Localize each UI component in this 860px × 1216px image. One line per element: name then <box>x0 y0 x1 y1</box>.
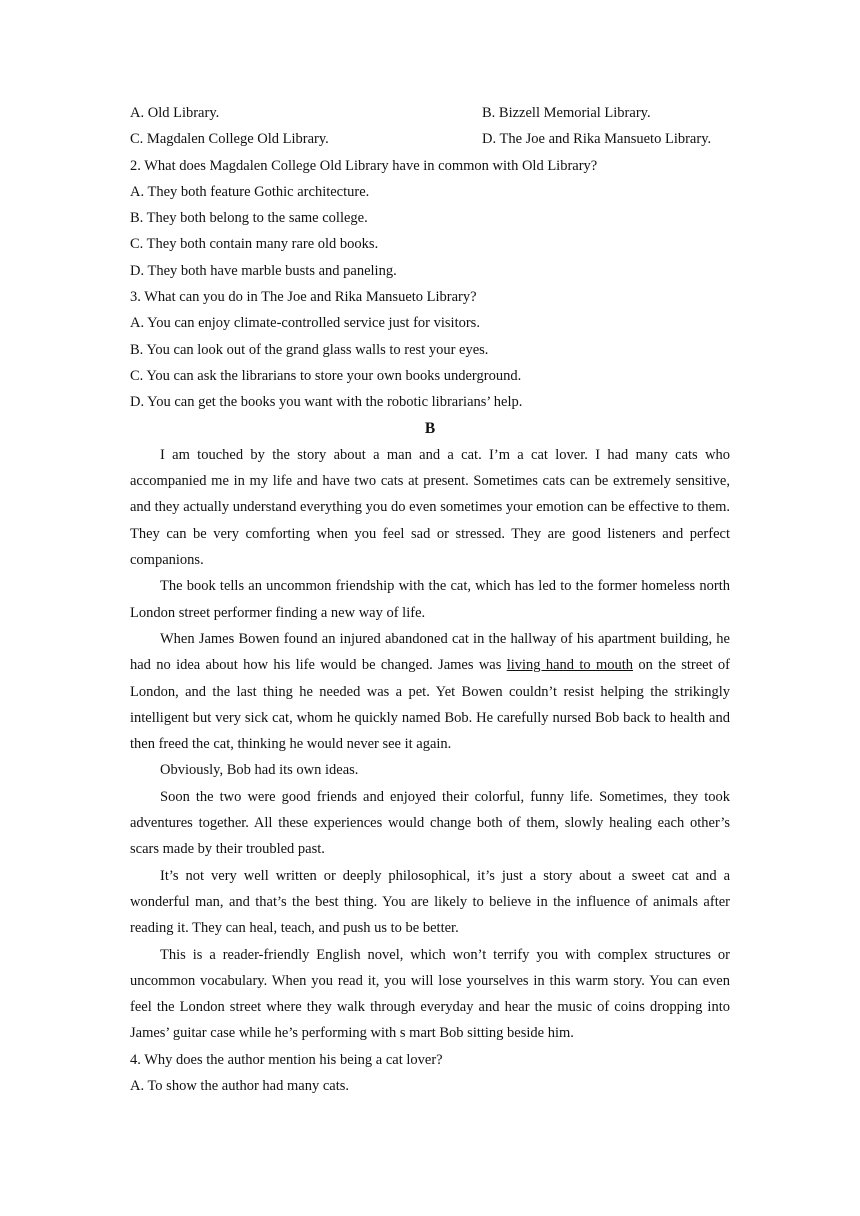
q2-stem: 2. What does Magdalen College Old Library have in common with Old Library? <box>130 157 598 174</box>
q4-option-a: A. To show the author had many cats. <box>130 1077 349 1094</box>
passage-paragraph-6: It’s not very well written or deeply philosophical, it’s just a story about a sweet cat and a wonderful man, and that’s the best thing. You are likely to believe in the influence of animals after reading it. They can heal, teach, and push us to be better. <box>130 867 730 937</box>
q2-option-a: A. They both feature Gothic architecture. <box>130 183 370 200</box>
passage-paragraph-7: This is a reader-friendly English novel, which won’t terrify you with complex structures or uncommon vocabulary. When you read it, you will lose yourselves in this warm story. You can even feel the London street where they walk through everyday and hear the music of coins dropping into James’ guitar case while he’s performing with s mart Bob sitting beside him. <box>130 946 730 1042</box>
q2-option-d: D. They both have marble busts and paneling. <box>130 262 397 279</box>
passage-paragraph-3 <box>130 626 730 757</box>
q4-stem: 4. Why does the author mention his being a cat lover? <box>130 1051 443 1068</box>
q2-option-b: B. They both belong to the same college. <box>130 210 368 227</box>
q3-option-b: B. You can look out of the grand glass walls to rest your eyes. <box>130 341 489 358</box>
underlined-phrase: living hand to mouth <box>506 657 634 674</box>
passage-paragraph-4: Obviously, Bob had its own ideas. <box>160 762 359 779</box>
q3-stem: 3. What can you do in The Joe and Rika Mansueto Library? <box>130 289 477 306</box>
paragraph-3-text-start: When James Bowen found an injured abandoned cat in the hallway of his apartment building, he had no idea about how his life would be changed. James was <box>130 630 730 674</box>
q3-option-d: D. You can get the books you want with the robotic librarians’ help. <box>130 394 523 411</box>
q3-option-c: C. You can ask the librarians to store your own books underground. <box>130 367 522 384</box>
q1-option-b: B. Bizzell Memorial Library. <box>482 105 651 121</box>
q1-option-d: D. The Joe and Rika Mansueto Library. <box>482 131 712 148</box>
q1-options-row-1 <box>130 100 730 126</box>
document-page <box>130 100 730 1099</box>
q1-option-a: A. Old Library. <box>130 105 220 121</box>
q2-option-c: C. They both contain many rare old books. <box>130 236 379 253</box>
section-b-title: B <box>424 419 436 437</box>
paragraph-3-text-end: on the street of London, and the last thing he needed was a pet. Yet Bowen couldn’t resist helping the strikingly intelligent but very sick cat, whom he quickly named Bob. He carefully nursed Bob back to health and then freed the cat, thinking he would never see it again. <box>130 657 731 753</box>
passage-paragraph-1: I am touched by the story about a man and a cat. I’m a cat lover. I had many cats who accompanied me in my life and have two cats at present. Sometimes cats can be extremely sensitive, and they actually understand everything you do even sometimes your emotion can be effective to them. They can be very comforting when you feel sad or stressed. They are good listeners and perfect companions. <box>130 446 730 569</box>
q1-options-row-2 <box>130 126 730 152</box>
q1-option-c: C. Magdalen College Old Library. <box>130 131 329 148</box>
passage-paragraph-2: The book tells an uncommon friendship with the cat, which has led to the former homeless north London street performer finding a new way of life. <box>130 578 730 621</box>
q3-option-a: A. You can enjoy climate-controlled service just for visitors. <box>130 315 480 332</box>
passage-paragraph-5: Soon the two were good friends and enjoyed their colorful, funny life. Sometimes, they took adventures together. All these experiences would change both of them, slowly healing each other’s scars made by their troubled past. <box>130 788 730 858</box>
